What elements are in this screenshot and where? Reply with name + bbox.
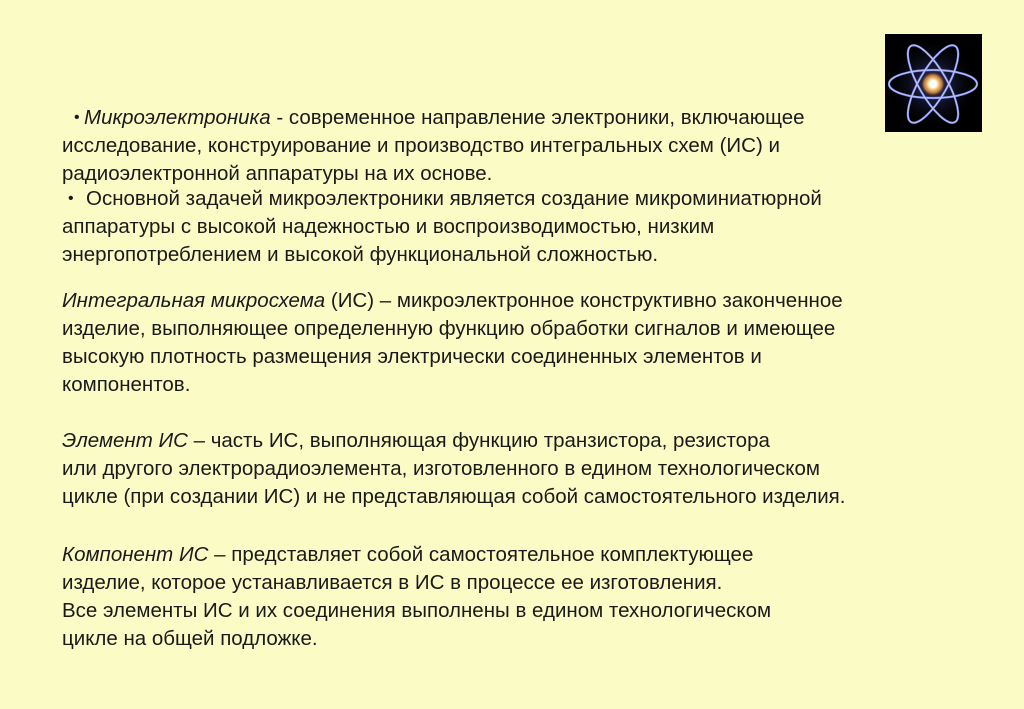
paragraph-line: цикле на общей подложке. xyxy=(62,627,318,650)
paragraph-ic-element xyxy=(62,427,845,511)
paragraph-line: изделие, которое устанавливается в ИС в процессе ее изготовления. xyxy=(62,571,723,594)
definition-text: – представляет собой самостоятельное комплектующее xyxy=(208,543,754,566)
paragraph-line xyxy=(62,541,771,569)
term-ic-element: Элемент ИС xyxy=(62,429,188,452)
paragraph-line: аппаратуры с высокой надежностью и воспроизводимостью, низким xyxy=(62,215,715,238)
definition-text: – часть ИС, выполняющая функцию транзистора, резистора xyxy=(187,429,770,452)
paragraph-line xyxy=(62,427,845,455)
paragraph-line: высокую плотность размещения электрически соединенных элементов и xyxy=(62,345,762,368)
atom-icon xyxy=(885,34,982,132)
paragraph-line: исследование, конструирование и производство интегральных схем (ИС) и xyxy=(62,134,780,157)
paragraph-line xyxy=(62,185,822,213)
definition-text: (ИС) – микроэлектронное конструктивно законченное xyxy=(325,289,843,312)
bullet-icon: • xyxy=(68,190,74,207)
paragraph-text: Основной задачей микроэлектроники является создание микроминиатюрной xyxy=(86,187,822,210)
paragraph-line: энергопотреблением и высокой функциональной сложностью. xyxy=(62,243,659,266)
term-ic-component: Компонент ИС xyxy=(62,543,209,566)
definition-text: - современное направление электроники, включающее xyxy=(270,106,805,129)
paragraph-main-task xyxy=(62,185,822,269)
atom-graphic xyxy=(885,34,982,132)
paragraph-line xyxy=(62,287,843,315)
paragraph-line: изделие, выполняющее определенную функцию обработки сигналов и имеющее xyxy=(62,317,836,340)
paragraph-line: цикле (при создании ИС) и не представляющая собой самостоятельного изделия. xyxy=(62,485,846,508)
paragraph-integrated-circuit xyxy=(62,287,843,399)
term-integrated-circuit: Интегральная микросхема xyxy=(62,289,326,312)
paragraph-line: компонентов. xyxy=(62,373,191,396)
paragraph-line: радиоэлектронной аппаратуры на их основе. xyxy=(62,162,493,185)
term-microelectronics: Микроэлектроника xyxy=(84,106,271,129)
paragraph-microelectronics xyxy=(62,104,805,188)
paragraph-line: Все элементы ИС и их соединения выполнены в едином технологическом xyxy=(62,599,772,622)
paragraph-ic-component xyxy=(62,541,771,653)
paragraph-line: или другого электрорадиоэлемента, изготовленного в едином технологическом xyxy=(62,457,820,480)
paragraph-line xyxy=(62,104,805,132)
bullet-icon: • xyxy=(74,109,80,126)
